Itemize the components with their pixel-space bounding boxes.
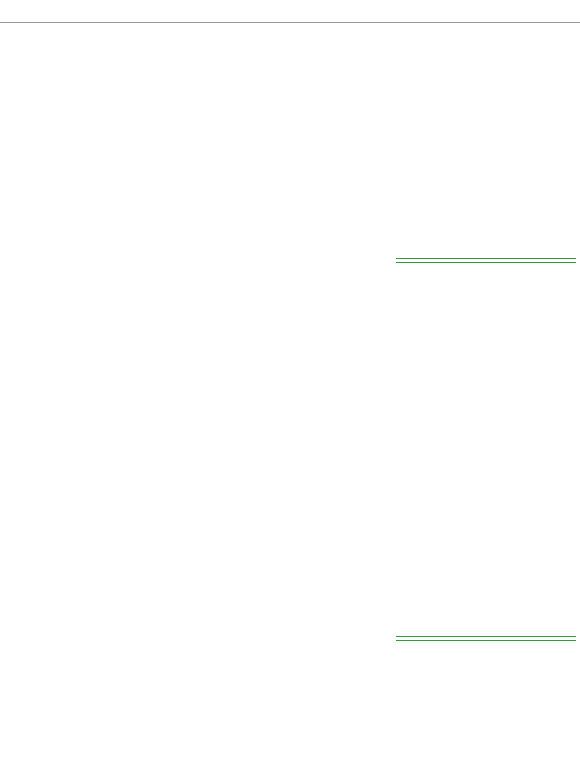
feature-team-a [396, 258, 576, 261]
page-header [0, 0, 580, 23]
feature-team-b [396, 262, 576, 265]
bottom-feature-article [396, 636, 576, 644]
bottom-feature-team-a [396, 636, 576, 639]
bottom-feature-team-b [396, 640, 576, 643]
feature-article [396, 258, 576, 266]
